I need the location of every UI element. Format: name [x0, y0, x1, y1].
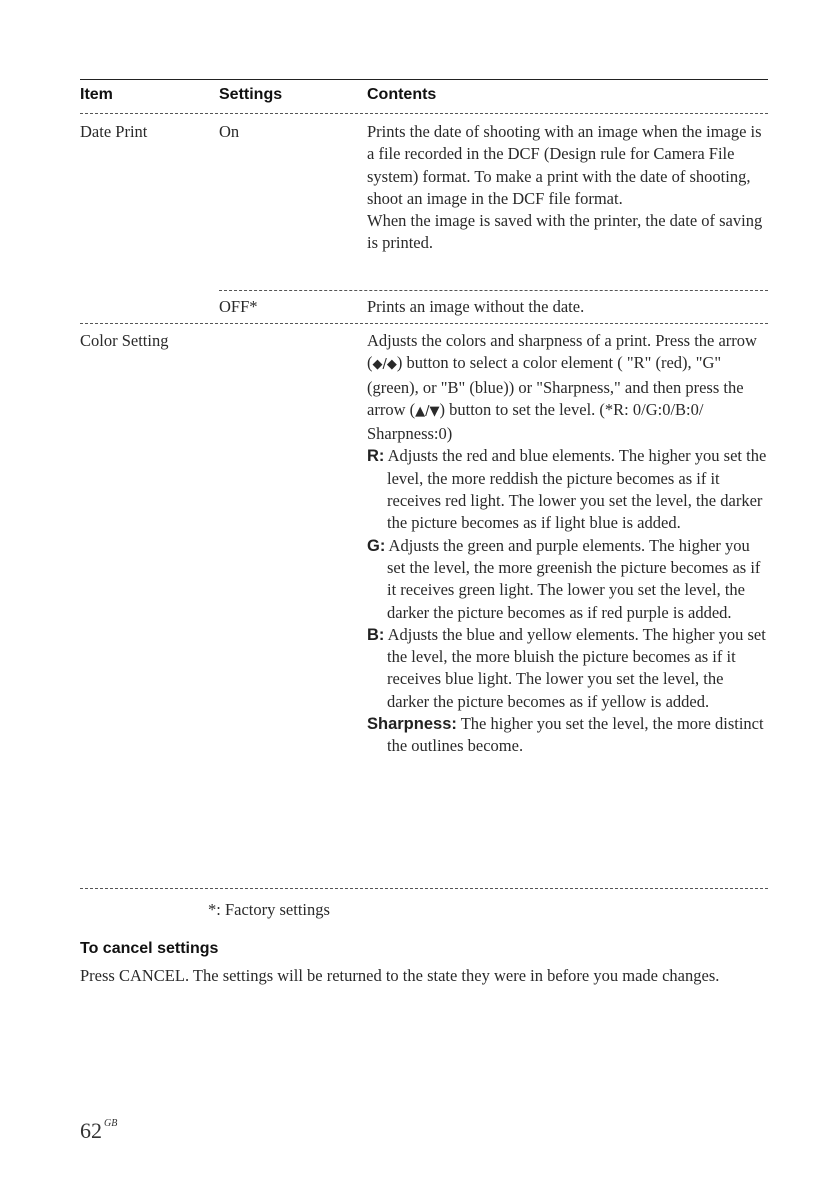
sharpness-label: Sharpness: [367, 715, 457, 734]
color-g-label: G: [367, 536, 386, 555]
factory-settings-footnote: *: Factory settings [208, 900, 330, 919]
sharpness-description: Sharpness: The higher you set the level, the more distinct the outlines become. [367, 714, 764, 756]
section-title: To cancel settings [80, 940, 219, 957]
up-down-arrow-icon: ▲/▼ [415, 403, 440, 419]
date-print-off-setting: OFF* [219, 297, 258, 316]
date-print-on-para1: Prints the date of shooting with an image when the image is a file recorded in the DCF (Design rule for Camera File system) format. To make a print with the date of shooting, shoot an image in the DCF file format. [367, 122, 762, 208]
color-g-description: G: Adjusts the green and purple elements. The higher you set the level, the more greenish the picture becomes as if it receives green light. The lower you set the level, the darker the picture becomes as if red purple is added. [367, 535, 761, 622]
color-setting-contents [367, 330, 768, 758]
table-top-rule [80, 79, 768, 80]
color-b-label: B: [367, 625, 385, 644]
row-divider [80, 323, 768, 324]
left-right-arrow-icon: ◆/◆ [372, 357, 397, 373]
header-item: Item [80, 86, 113, 103]
color-setting-item: Color Setting [80, 331, 169, 350]
color-b-description: B: Adjusts the blue and yellow elements. The higher you set the level, the more bluish the picture becomes as if it receives blue light. The lower you set the level, the darker the picture becomes as if yellow is added. [367, 624, 766, 711]
table-bottom-rule [80, 888, 768, 889]
section-body: Press CANCEL. The settings will be returned to the state they were in before you made changes. [80, 966, 720, 985]
date-print-on-contents [367, 121, 768, 255]
color-setting-intro: Adjusts the colors and sharpness of a print. Press the arrow (◆/◆) button to select a color element ( "R" (red), "G" (green), or "B" (blue)) or "Sharpness," and then press the arrow (▲/▼) button to set the level. (*R: 0/G:0/B:0/ Sharpness:0) [367, 331, 757, 444]
date-print-on-setting: On [219, 122, 240, 141]
region-code: GB [104, 1118, 118, 1129]
header-settings: Settings [219, 86, 283, 103]
page-number: 62 $^{GB}$ [80, 1118, 118, 1143]
date-print-item: Date Print [80, 122, 148, 141]
date-print-subdivider [219, 290, 768, 291]
header-divider [80, 113, 768, 114]
color-r-label: R: [367, 447, 385, 466]
date-print-on-para2: When the image is saved with the printer, the date of saving is printed. [367, 211, 763, 253]
date-print-off-contents: Prints an image without the date. [367, 297, 585, 316]
color-r-description: R: Adjusts the red and blue elements. The higher you set the level, the more reddish the picture becomes as if it receives red light. The lower you set the level, the darker the picture becomes as if light blue is added. [367, 446, 767, 533]
header-contents: Contents [367, 86, 437, 103]
